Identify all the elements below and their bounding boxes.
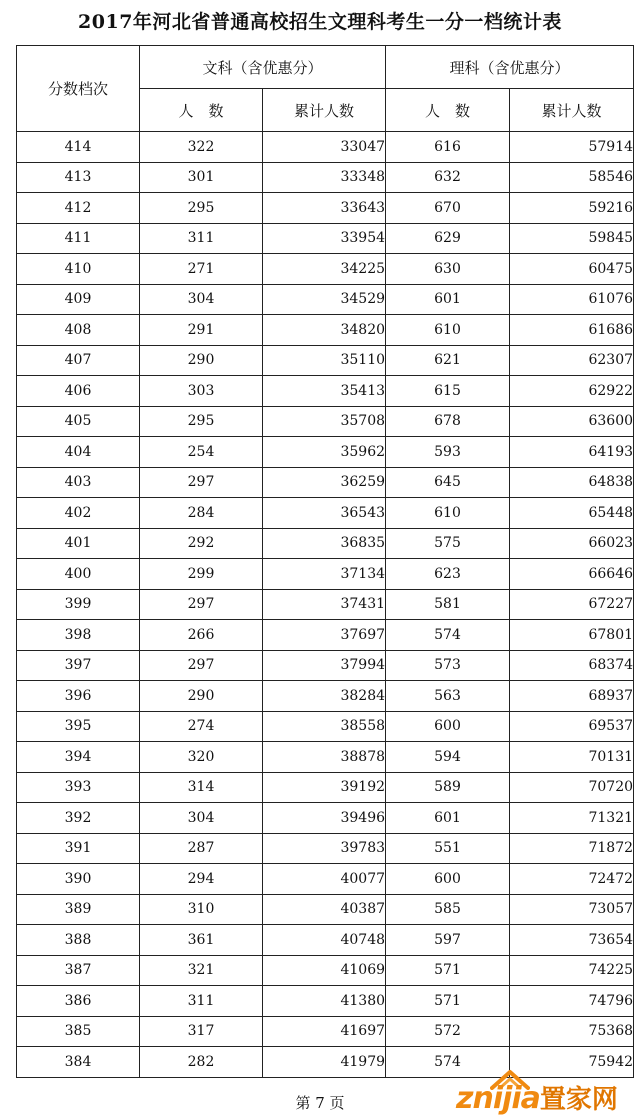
- cell-liberal-arts-count: 295: [140, 193, 263, 224]
- table-row: [17, 681, 634, 712]
- cell-score: 388: [17, 925, 140, 956]
- cell-science-cumulative: 62307: [510, 345, 634, 376]
- cell-liberal-arts-count: 297: [140, 650, 263, 681]
- cell-liberal-arts-count: 266: [140, 620, 263, 651]
- cell-liberal-arts-count: 254: [140, 437, 263, 468]
- cell-science-cumulative: 75368: [510, 1016, 634, 1047]
- table-row: [17, 467, 634, 498]
- cell-score: 402: [17, 498, 140, 529]
- cell-liberal-arts-count: 292: [140, 528, 263, 559]
- table-row: [17, 193, 634, 224]
- cell-liberal-arts-cumulative: 33047: [263, 132, 386, 163]
- cell-science-cumulative: 67227: [510, 589, 634, 620]
- cell-score: 397: [17, 650, 140, 681]
- table-row: [17, 711, 634, 742]
- cell-science-count: 594: [386, 742, 510, 773]
- cell-liberal-arts-cumulative: 41979: [263, 1047, 386, 1078]
- cell-liberal-arts-count: 284: [140, 498, 263, 529]
- cell-liberal-arts-cumulative: 34225: [263, 254, 386, 285]
- cell-science-count: 615: [386, 376, 510, 407]
- cell-liberal-arts-count: 304: [140, 803, 263, 834]
- cell-score: 399: [17, 589, 140, 620]
- cell-science-cumulative: 68374: [510, 650, 634, 681]
- cell-liberal-arts-cumulative: 36543: [263, 498, 386, 529]
- cell-liberal-arts-cumulative: 37697: [263, 620, 386, 651]
- cell-liberal-arts-count: 304: [140, 284, 263, 315]
- table-row: [17, 925, 634, 956]
- header-science-count: 人 数: [386, 89, 510, 132]
- score-distribution-table: [16, 45, 634, 1078]
- cell-science-count: 610: [386, 498, 510, 529]
- cell-science-count: 623: [386, 559, 510, 590]
- cell-science-cumulative: 66023: [510, 528, 634, 559]
- cell-science-cumulative: 59845: [510, 223, 634, 254]
- cell-score: 385: [17, 1016, 140, 1047]
- cell-liberal-arts-cumulative: 39496: [263, 803, 386, 834]
- header-science: 理科（含优惠分）: [386, 46, 634, 89]
- cell-score: 391: [17, 833, 140, 864]
- cell-science-count: 610: [386, 315, 510, 346]
- cell-liberal-arts-cumulative: 41697: [263, 1016, 386, 1047]
- cell-science-count: 597: [386, 925, 510, 956]
- cell-liberal-arts-count: 311: [140, 986, 263, 1017]
- table-row: [17, 162, 634, 193]
- cell-science-count: 601: [386, 803, 510, 834]
- cell-liberal-arts-count: 295: [140, 406, 263, 437]
- cell-score: 387: [17, 955, 140, 986]
- page-number: 第 7 页: [295, 1094, 345, 1112]
- cell-science-cumulative: 74225: [510, 955, 634, 986]
- cell-science-cumulative: 70720: [510, 772, 634, 803]
- header-liberal-arts-cumulative: 累计人数: [263, 89, 386, 132]
- cell-science-cumulative: 68937: [510, 681, 634, 712]
- cell-liberal-arts-count: 314: [140, 772, 263, 803]
- cell-liberal-arts-cumulative: 34820: [263, 315, 386, 346]
- cell-science-cumulative: 61686: [510, 315, 634, 346]
- cell-liberal-arts-cumulative: 38878: [263, 742, 386, 773]
- header-science-cumulative: 累计人数: [510, 89, 634, 132]
- cell-science-cumulative: 71872: [510, 833, 634, 864]
- cell-liberal-arts-count: 271: [140, 254, 263, 285]
- cell-science-count: 574: [386, 620, 510, 651]
- cell-science-count: 572: [386, 1016, 510, 1047]
- cell-science-count: 571: [386, 986, 510, 1017]
- cell-science-cumulative: 57914: [510, 132, 634, 163]
- cell-liberal-arts-cumulative: 37134: [263, 559, 386, 590]
- cell-liberal-arts-count: 320: [140, 742, 263, 773]
- table-row: [17, 986, 634, 1017]
- cell-liberal-arts-cumulative: 40077: [263, 864, 386, 895]
- table-row: [17, 315, 634, 346]
- cell-liberal-arts-count: 287: [140, 833, 263, 864]
- table-row: [17, 1016, 634, 1047]
- header-row-group: [17, 46, 634, 89]
- cell-liberal-arts-cumulative: 38558: [263, 711, 386, 742]
- watermark-logo: [456, 1068, 640, 1116]
- cell-liberal-arts-cumulative: 33348: [263, 162, 386, 193]
- cell-science-count: 601: [386, 284, 510, 315]
- cell-liberal-arts-cumulative: 41069: [263, 955, 386, 986]
- cell-score: 398: [17, 620, 140, 651]
- cell-score: 408: [17, 315, 140, 346]
- cell-liberal-arts-count: 303: [140, 376, 263, 407]
- cell-liberal-arts-count: 311: [140, 223, 263, 254]
- table-header: [17, 46, 634, 132]
- cell-score: 411: [17, 223, 140, 254]
- table-row: [17, 559, 634, 590]
- cell-score: 396: [17, 681, 140, 712]
- table-row: [17, 620, 634, 651]
- table-row: [17, 864, 634, 895]
- cell-science-count: 645: [386, 467, 510, 498]
- cell-score: 401: [17, 528, 140, 559]
- cell-science-cumulative: 73654: [510, 925, 634, 956]
- cell-liberal-arts-count: 290: [140, 681, 263, 712]
- table-row: [17, 406, 634, 437]
- cell-liberal-arts-count: 291: [140, 315, 263, 346]
- cell-science-cumulative: 74796: [510, 986, 634, 1017]
- table-row: [17, 345, 634, 376]
- cell-science-count: 581: [386, 589, 510, 620]
- cell-liberal-arts-cumulative: 36835: [263, 528, 386, 559]
- cell-liberal-arts-cumulative: 38284: [263, 681, 386, 712]
- table-body: [17, 132, 634, 1078]
- cell-science-cumulative: 61076: [510, 284, 634, 315]
- cell-score: 394: [17, 742, 140, 773]
- cell-score: 412: [17, 193, 140, 224]
- cell-score: 393: [17, 772, 140, 803]
- cell-science-cumulative: 64838: [510, 467, 634, 498]
- cell-liberal-arts-cumulative: 33643: [263, 193, 386, 224]
- cell-science-count: 621: [386, 345, 510, 376]
- cell-score: 409: [17, 284, 140, 315]
- table-row: [17, 742, 634, 773]
- cell-score: 392: [17, 803, 140, 834]
- cell-score: 404: [17, 437, 140, 468]
- cell-score: 405: [17, 406, 140, 437]
- cell-liberal-arts-cumulative: 40748: [263, 925, 386, 956]
- cell-liberal-arts-cumulative: 37431: [263, 589, 386, 620]
- cell-liberal-arts-cumulative: 34529: [263, 284, 386, 315]
- cell-science-count: 616: [386, 132, 510, 163]
- cell-liberal-arts-count: 317: [140, 1016, 263, 1047]
- cell-liberal-arts-cumulative: 40387: [263, 894, 386, 925]
- table-row: [17, 894, 634, 925]
- header-liberal-arts: 文科（含优惠分）: [140, 46, 386, 89]
- cell-science-cumulative: 75942: [510, 1047, 634, 1078]
- cell-science-cumulative: 63600: [510, 406, 634, 437]
- cell-liberal-arts-count: 274: [140, 711, 263, 742]
- cell-science-cumulative: 62922: [510, 376, 634, 407]
- cell-science-count: 670: [386, 193, 510, 224]
- table-row: [17, 284, 634, 315]
- cell-science-count: 630: [386, 254, 510, 285]
- cell-science-count: 600: [386, 864, 510, 895]
- cell-liberal-arts-cumulative: 35962: [263, 437, 386, 468]
- cell-science-cumulative: 64193: [510, 437, 634, 468]
- cell-science-count: 678: [386, 406, 510, 437]
- table-row: [17, 833, 634, 864]
- cell-liberal-arts-count: 321: [140, 955, 263, 986]
- cell-science-cumulative: 73057: [510, 894, 634, 925]
- table-row: [17, 254, 634, 285]
- cell-science-count: 574: [386, 1047, 510, 1078]
- cell-liberal-arts-count: 322: [140, 132, 263, 163]
- cell-science-count: 571: [386, 955, 510, 986]
- cell-liberal-arts-cumulative: 39783: [263, 833, 386, 864]
- cell-science-cumulative: 60475: [510, 254, 634, 285]
- cell-science-cumulative: 66646: [510, 559, 634, 590]
- table-row: [17, 772, 634, 803]
- cell-science-cumulative: 67801: [510, 620, 634, 651]
- header-liberal-arts-count: 人 数: [140, 89, 263, 132]
- cell-score: 407: [17, 345, 140, 376]
- cell-science-cumulative: 59216: [510, 193, 634, 224]
- cell-score: 400: [17, 559, 140, 590]
- cell-science-cumulative: 58546: [510, 162, 634, 193]
- header-score-tier: 分数档次: [17, 46, 140, 132]
- cell-liberal-arts-count: 294: [140, 864, 263, 895]
- cell-science-count: 551: [386, 833, 510, 864]
- cell-science-count: 589: [386, 772, 510, 803]
- watermark-latin: znijia: [456, 1081, 540, 1116]
- cell-science-count: 600: [386, 711, 510, 742]
- watermark-text: [456, 1082, 618, 1117]
- table-row: [17, 132, 634, 163]
- table-row: [17, 955, 634, 986]
- cell-science-cumulative: 72472: [510, 864, 634, 895]
- table-row: [17, 223, 634, 254]
- cell-score: 389: [17, 894, 140, 925]
- cell-score: 406: [17, 376, 140, 407]
- cell-score: 413: [17, 162, 140, 193]
- cell-science-cumulative: 69537: [510, 711, 634, 742]
- cell-liberal-arts-cumulative: 36259: [263, 467, 386, 498]
- cell-science-count: 585: [386, 894, 510, 925]
- table-row: [17, 650, 634, 681]
- cell-liberal-arts-cumulative: 35110: [263, 345, 386, 376]
- cell-liberal-arts-count: 361: [140, 925, 263, 956]
- cell-score: 390: [17, 864, 140, 895]
- cell-score: 384: [17, 1047, 140, 1078]
- cell-score: 410: [17, 254, 140, 285]
- cell-science-count: 593: [386, 437, 510, 468]
- cell-liberal-arts-count: 299: [140, 559, 263, 590]
- table-row: [17, 803, 634, 834]
- cell-liberal-arts-count: 310: [140, 894, 263, 925]
- cell-liberal-arts-count: 297: [140, 467, 263, 498]
- watermark-chinese: 置家网: [539, 1085, 618, 1115]
- table-row: [17, 498, 634, 529]
- table-row: [17, 589, 634, 620]
- page-title: 2017年河北省普通高校招生文理科考生一分一档统计表: [78, 11, 562, 33]
- table-row: [17, 376, 634, 407]
- cell-liberal-arts-cumulative: 35413: [263, 376, 386, 407]
- cell-science-cumulative: 65448: [510, 498, 634, 529]
- cell-liberal-arts-cumulative: 37994: [263, 650, 386, 681]
- cell-liberal-arts-count: 297: [140, 589, 263, 620]
- cell-liberal-arts-cumulative: 41380: [263, 986, 386, 1017]
- table-row: [17, 528, 634, 559]
- cell-liberal-arts-count: 301: [140, 162, 263, 193]
- cell-science-count: 575: [386, 528, 510, 559]
- cell-science-count: 629: [386, 223, 510, 254]
- table-row: [17, 437, 634, 468]
- cell-science-count: 573: [386, 650, 510, 681]
- cell-liberal-arts-count: 290: [140, 345, 263, 376]
- cell-liberal-arts-cumulative: 33954: [263, 223, 386, 254]
- cell-science-cumulative: 71321: [510, 803, 634, 834]
- cell-score: 395: [17, 711, 140, 742]
- cell-liberal-arts-cumulative: 39192: [263, 772, 386, 803]
- cell-score: 403: [17, 467, 140, 498]
- cell-science-count: 563: [386, 681, 510, 712]
- cell-science-count: 632: [386, 162, 510, 193]
- cell-liberal-arts-cumulative: 35708: [263, 406, 386, 437]
- cell-science-cumulative: 70131: [510, 742, 634, 773]
- cell-score: 386: [17, 986, 140, 1017]
- cell-liberal-arts-count: 282: [140, 1047, 263, 1078]
- cell-score: 414: [17, 132, 140, 163]
